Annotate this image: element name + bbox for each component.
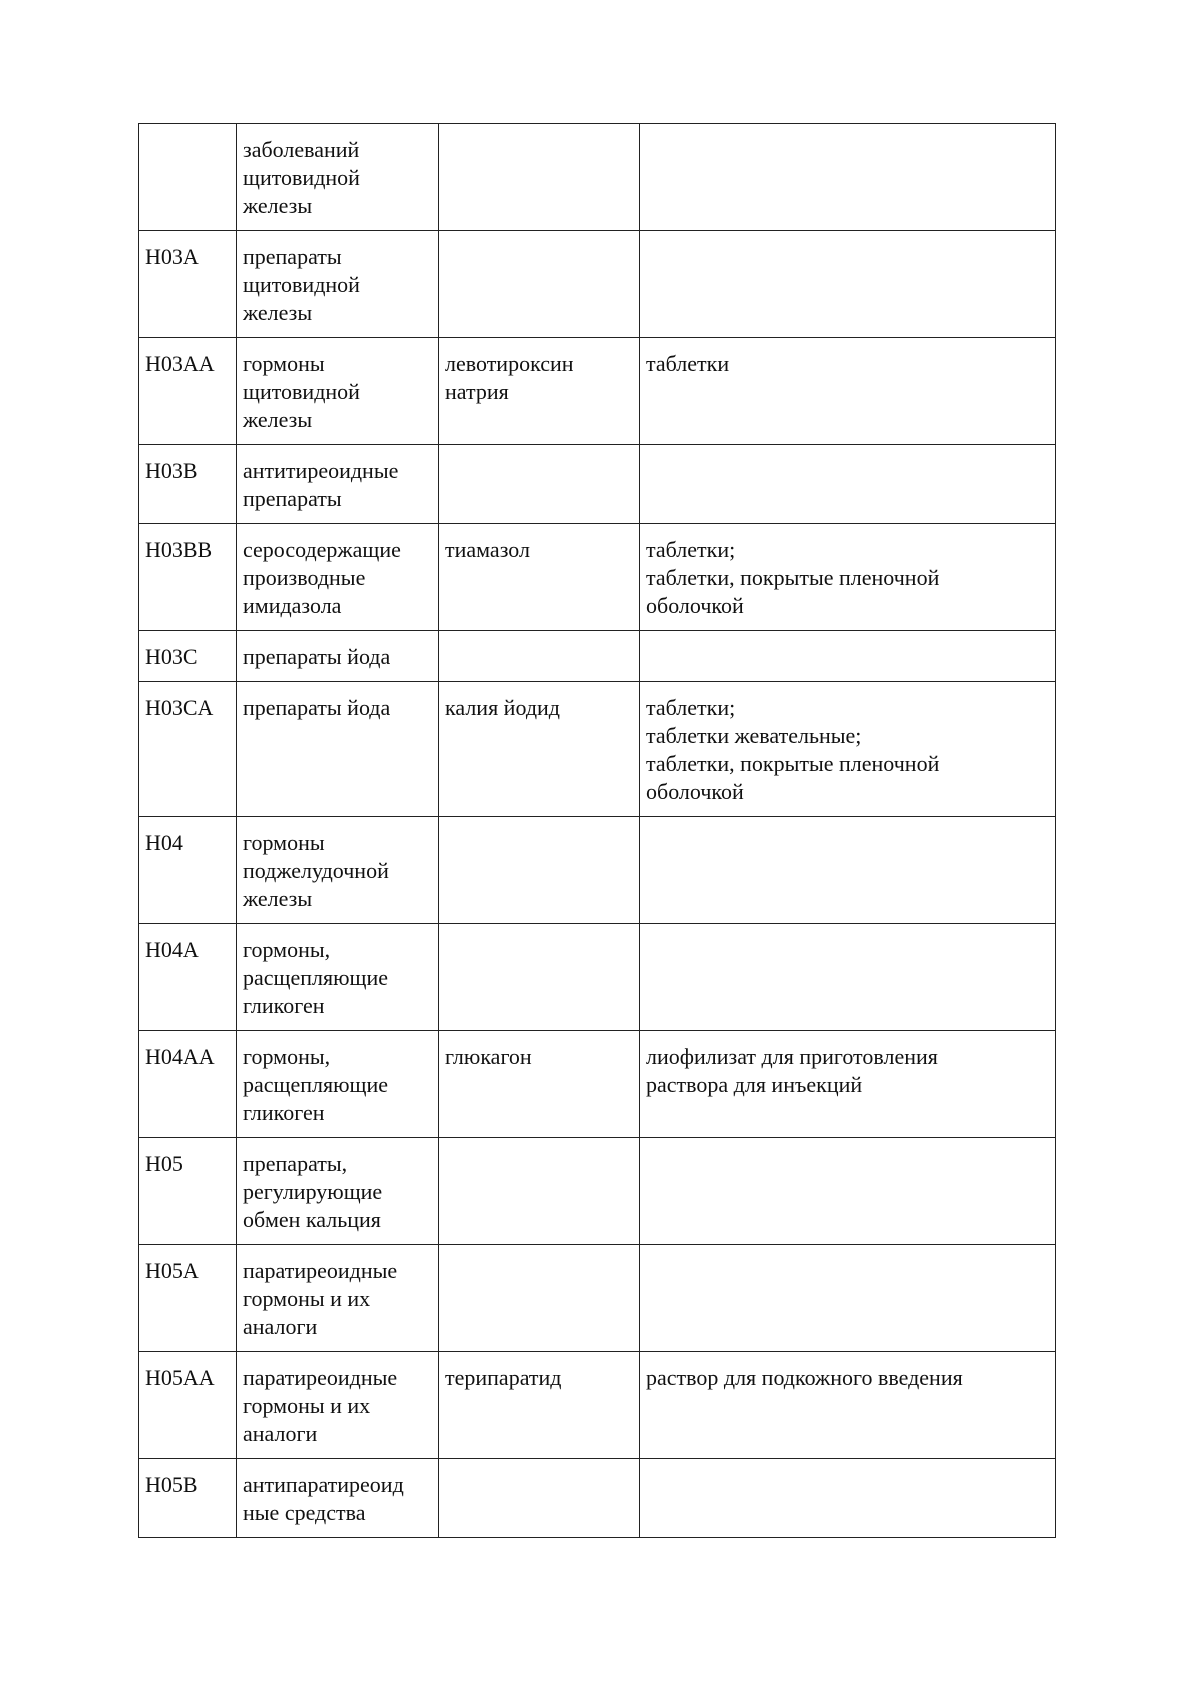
atc-code: H05AA <box>145 1365 215 1390</box>
atc-code: H03AA <box>145 351 215 376</box>
dosage-form: таблетки <box>646 351 730 376</box>
atc-code-cell <box>139 924 237 1031</box>
table-row <box>139 124 1056 231</box>
group-name: антипаратиреоид ные средства <box>243 1472 404 1525</box>
dosage-form: таблетки; таблетки, покрытые пленочной оболочкой <box>646 537 940 618</box>
group-cell <box>237 631 439 682</box>
dosage-form-cell <box>640 1352 1056 1459</box>
atc-code-cell <box>139 1245 237 1352</box>
dosage-form-cell <box>640 631 1056 682</box>
drug-name: тиамазол <box>445 537 530 562</box>
table-row <box>139 524 1056 631</box>
atc-code-cell <box>139 682 237 817</box>
group-name: препараты йода <box>243 695 391 720</box>
table-row <box>139 1245 1056 1352</box>
table-row <box>139 231 1056 338</box>
group-name: гормоны, расщепляющие гликоген <box>243 1044 389 1125</box>
drug-name-cell <box>439 1138 640 1245</box>
group-cell <box>237 231 439 338</box>
atc-code: H05B <box>145 1472 198 1497</box>
drug-name-cell <box>439 682 640 817</box>
drug-name-cell <box>439 631 640 682</box>
drug-name-cell <box>439 1459 640 1538</box>
atc-code-cell <box>139 1031 237 1138</box>
table-row <box>139 817 1056 924</box>
atc-code: H05A <box>145 1258 199 1283</box>
table-row <box>139 445 1056 524</box>
group-name: заболеваний щитовидной железы <box>243 137 360 218</box>
drug-name: левотироксин натрия <box>445 351 574 404</box>
dosage-form-cell <box>640 1459 1056 1538</box>
dosage-form: раствор для подкожного введения <box>646 1365 963 1390</box>
drug-name: терипаратид <box>445 1365 562 1390</box>
group-name: препараты йода <box>243 644 391 669</box>
drug-name-cell <box>439 231 640 338</box>
dosage-form-cell <box>640 817 1056 924</box>
group-cell <box>237 524 439 631</box>
table-row <box>139 1031 1056 1138</box>
group-cell <box>237 817 439 924</box>
atc-code-cell <box>139 631 237 682</box>
group-cell <box>237 338 439 445</box>
dosage-form-cell <box>640 1245 1056 1352</box>
atc-code-cell <box>139 1138 237 1245</box>
dosage-form-cell <box>640 124 1056 231</box>
group-cell <box>237 1031 439 1138</box>
atc-code: H03C <box>145 644 198 669</box>
table-row <box>139 1352 1056 1459</box>
table-row <box>139 338 1056 445</box>
atc-code: H04AA <box>145 1044 215 1069</box>
drug-name: глюкагон <box>445 1044 532 1069</box>
drug-name-cell <box>439 124 640 231</box>
group-cell <box>237 1245 439 1352</box>
drug-name-cell <box>439 817 640 924</box>
atc-code-cell <box>139 124 237 231</box>
atc-code-cell <box>139 1459 237 1538</box>
group-name: препараты щитовидной железы <box>243 244 360 325</box>
atc-code-cell <box>139 445 237 524</box>
atc-code: H03A <box>145 244 199 269</box>
atc-code: H03BB <box>145 537 213 562</box>
group-cell <box>237 924 439 1031</box>
group-name: паратиреоидные гормоны и их аналоги <box>243 1258 398 1339</box>
atc-code-cell <box>139 338 237 445</box>
dosage-form-cell <box>640 338 1056 445</box>
dosage-form-cell <box>640 524 1056 631</box>
group-cell <box>237 445 439 524</box>
group-name: препараты, регулирующие обмен кальция <box>243 1151 383 1232</box>
drug-name-cell <box>439 1031 640 1138</box>
atc-code: H04 <box>145 830 183 855</box>
drug-classification-table <box>138 123 1056 1538</box>
table-row <box>139 1138 1056 1245</box>
group-cell <box>237 1352 439 1459</box>
drug-name-cell <box>439 924 640 1031</box>
dosage-form-cell <box>640 1138 1056 1245</box>
dosage-form-cell <box>640 445 1056 524</box>
atc-code: H03CA <box>145 695 214 720</box>
table-row <box>139 631 1056 682</box>
dosage-form-cell <box>640 1031 1056 1138</box>
group-cell <box>237 124 439 231</box>
group-name: гормоны, расщепляющие гликоген <box>243 937 389 1018</box>
dosage-form-cell <box>640 231 1056 338</box>
group-name: гормоны щитовидной железы <box>243 351 360 432</box>
group-name: паратиреоидные гормоны и их аналоги <box>243 1365 398 1446</box>
atc-code-cell <box>139 1352 237 1459</box>
atc-code: H03B <box>145 458 198 483</box>
table-row <box>139 682 1056 817</box>
dosage-form: лиофилизат для приготовления раствора для инъекций <box>646 1044 938 1097</box>
dosage-form-cell <box>640 924 1056 1031</box>
group-cell <box>237 682 439 817</box>
drug-name-cell <box>439 1352 640 1459</box>
dosage-form-cell <box>640 682 1056 817</box>
atc-code: H05 <box>145 1151 183 1176</box>
drug-name-cell <box>439 445 640 524</box>
table-row <box>139 1459 1056 1538</box>
atc-code: H04A <box>145 937 199 962</box>
group-cell <box>237 1459 439 1538</box>
drug-name-cell <box>439 338 640 445</box>
atc-code-cell <box>139 231 237 338</box>
group-cell <box>237 1138 439 1245</box>
drug-name: калия йодид <box>445 695 560 720</box>
atc-code-cell <box>139 817 237 924</box>
drug-name-cell <box>439 524 640 631</box>
dosage-form: таблетки; таблетки жевательные; таблетки, покрытые пленочной оболочкой <box>646 695 940 804</box>
drug-name-cell <box>439 1245 640 1352</box>
group-name: серосодержащие производные имидазола <box>243 537 401 618</box>
group-name: гормоны поджелудочной железы <box>243 830 389 911</box>
atc-code-cell <box>139 524 237 631</box>
group-name: антитиреоидные препараты <box>243 458 399 511</box>
table-row <box>139 924 1056 1031</box>
